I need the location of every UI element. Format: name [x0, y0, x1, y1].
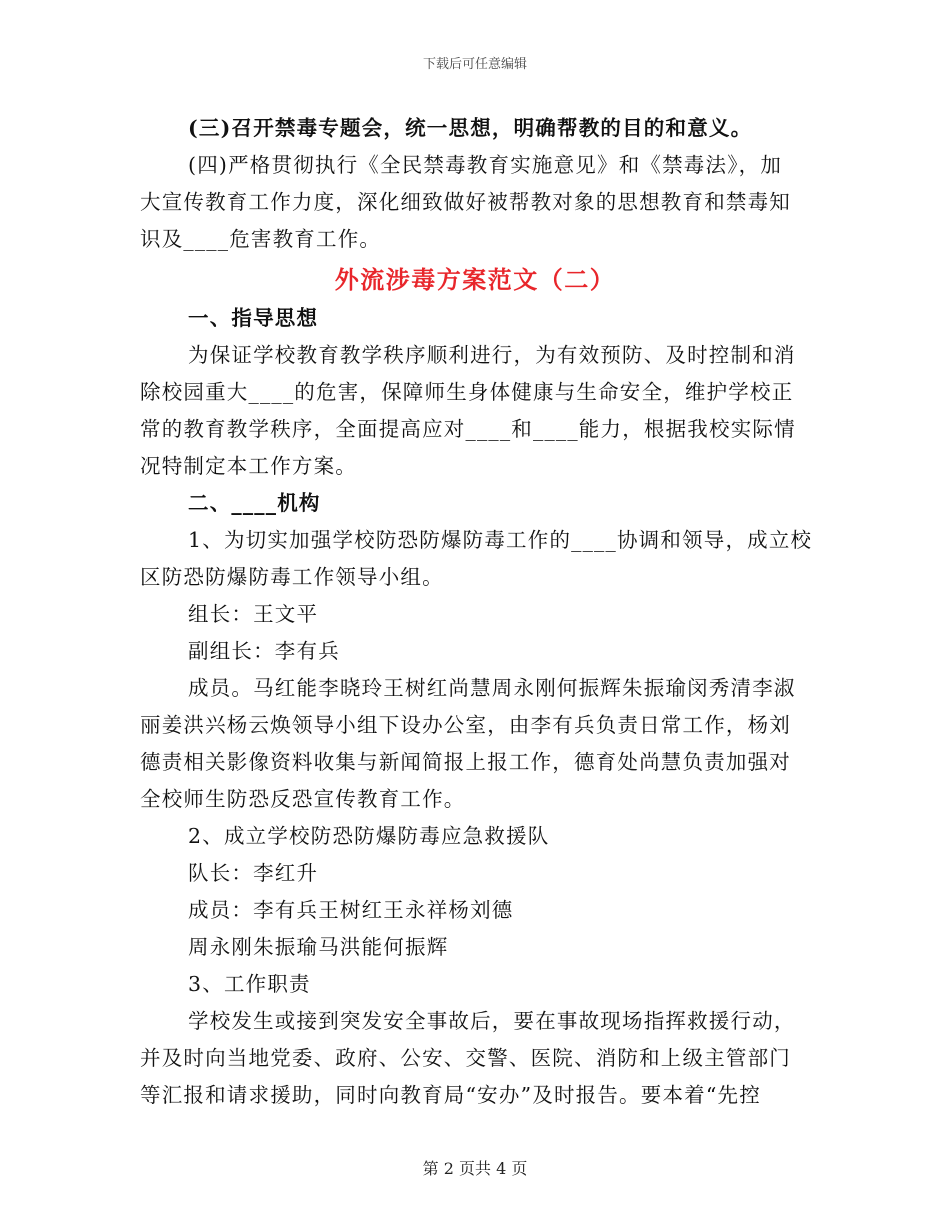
paragraph-org-line-1: 1、为切实加强学校防恐防爆防毒工作的____协调和领导，成立校: [188, 528, 813, 552]
rescue-team-heading: 2、成立学校防恐防爆防毒应急救援队: [188, 824, 550, 848]
group-leader: 组长：王文平: [188, 602, 319, 626]
paragraph-guiding-line-2: 除校园重大____的危害，保障师生身体健康与生命安全，维护学校正: [140, 380, 794, 404]
deputy-group-leader: 副组长：李有兵: [188, 639, 340, 663]
duties-line-3: 等汇报和请求援助，同时向教育局“安办”及时报告。要本着“先控: [140, 1083, 761, 1107]
paragraph-org-line-2: 区防恐防爆防毒工作领导小组。: [140, 565, 444, 589]
paragraph-3: (三)召开禁毒专题会，统一思想，明确帮教的目的和意义。: [188, 116, 753, 140]
team-members-line-2: 周永刚朱振瑜马洪能何振辉: [188, 935, 449, 959]
members-line-3: 德责相关影像资料收集与新闻简报上报工作，德育处尚慧负责加强对: [140, 750, 791, 774]
page-number: 第 2 页共 4 页: [422, 1159, 528, 1178]
members-line-4: 全校师生防恐反恐宣传教育工作。: [140, 787, 466, 811]
members-line-1: 成员。马红能李晓玲王树红尚慧周永刚何振辉朱振瑜闵秀清李淑: [188, 676, 796, 700]
paragraph-guiding-line-4: 况特制定本工作方案。: [140, 454, 357, 478]
duties-line-2: 并及时向当地党委、政府、公安、交警、医院、消防和上级主管部门: [140, 1046, 791, 1070]
duties-heading: 3、工作职责: [188, 972, 311, 996]
paragraph-4-line-2: 大宣传教育工作力度，深化细致做好被帮教对象的思想教育和禁毒知: [140, 190, 791, 214]
team-captain: 队长：李红升: [188, 861, 319, 885]
paragraph-guiding-line-1: 为保证学校教育教学秩序顺利进行，为有效预防、及时控制和消: [188, 343, 796, 367]
duties-line-1: 学校发生或接到突发安全事故后，要在事故现场指挥救援行动，: [188, 1009, 796, 1033]
heading-organization: 二、____机构: [188, 491, 321, 515]
paragraph-4-line-1: (四)严格贯彻执行《全民禁毒教育实施意见》和《禁毒法》，加: [188, 153, 783, 177]
paragraph-guiding-line-3: 常的教育教学秩序，全面提高应对____和____能力，根据我校实际情: [140, 417, 796, 441]
document-body: [140, 110, 813, 1114]
heading-guiding-ideology: 一、指导思想: [188, 306, 319, 330]
team-members-line-1: 成员：李有兵王树红王永祥杨刘德: [188, 898, 514, 922]
header-note: 下载后可任意编辑: [422, 57, 527, 72]
members-line-2: 丽姜洪兴杨云焕领导小组下设办公室，由李有兵负责日常工作，杨刘: [140, 713, 791, 737]
section-title: 外流涉毒方案范文（二）: [334, 265, 616, 294]
paragraph-4-line-3: 识及____危害教育工作。: [140, 227, 382, 251]
